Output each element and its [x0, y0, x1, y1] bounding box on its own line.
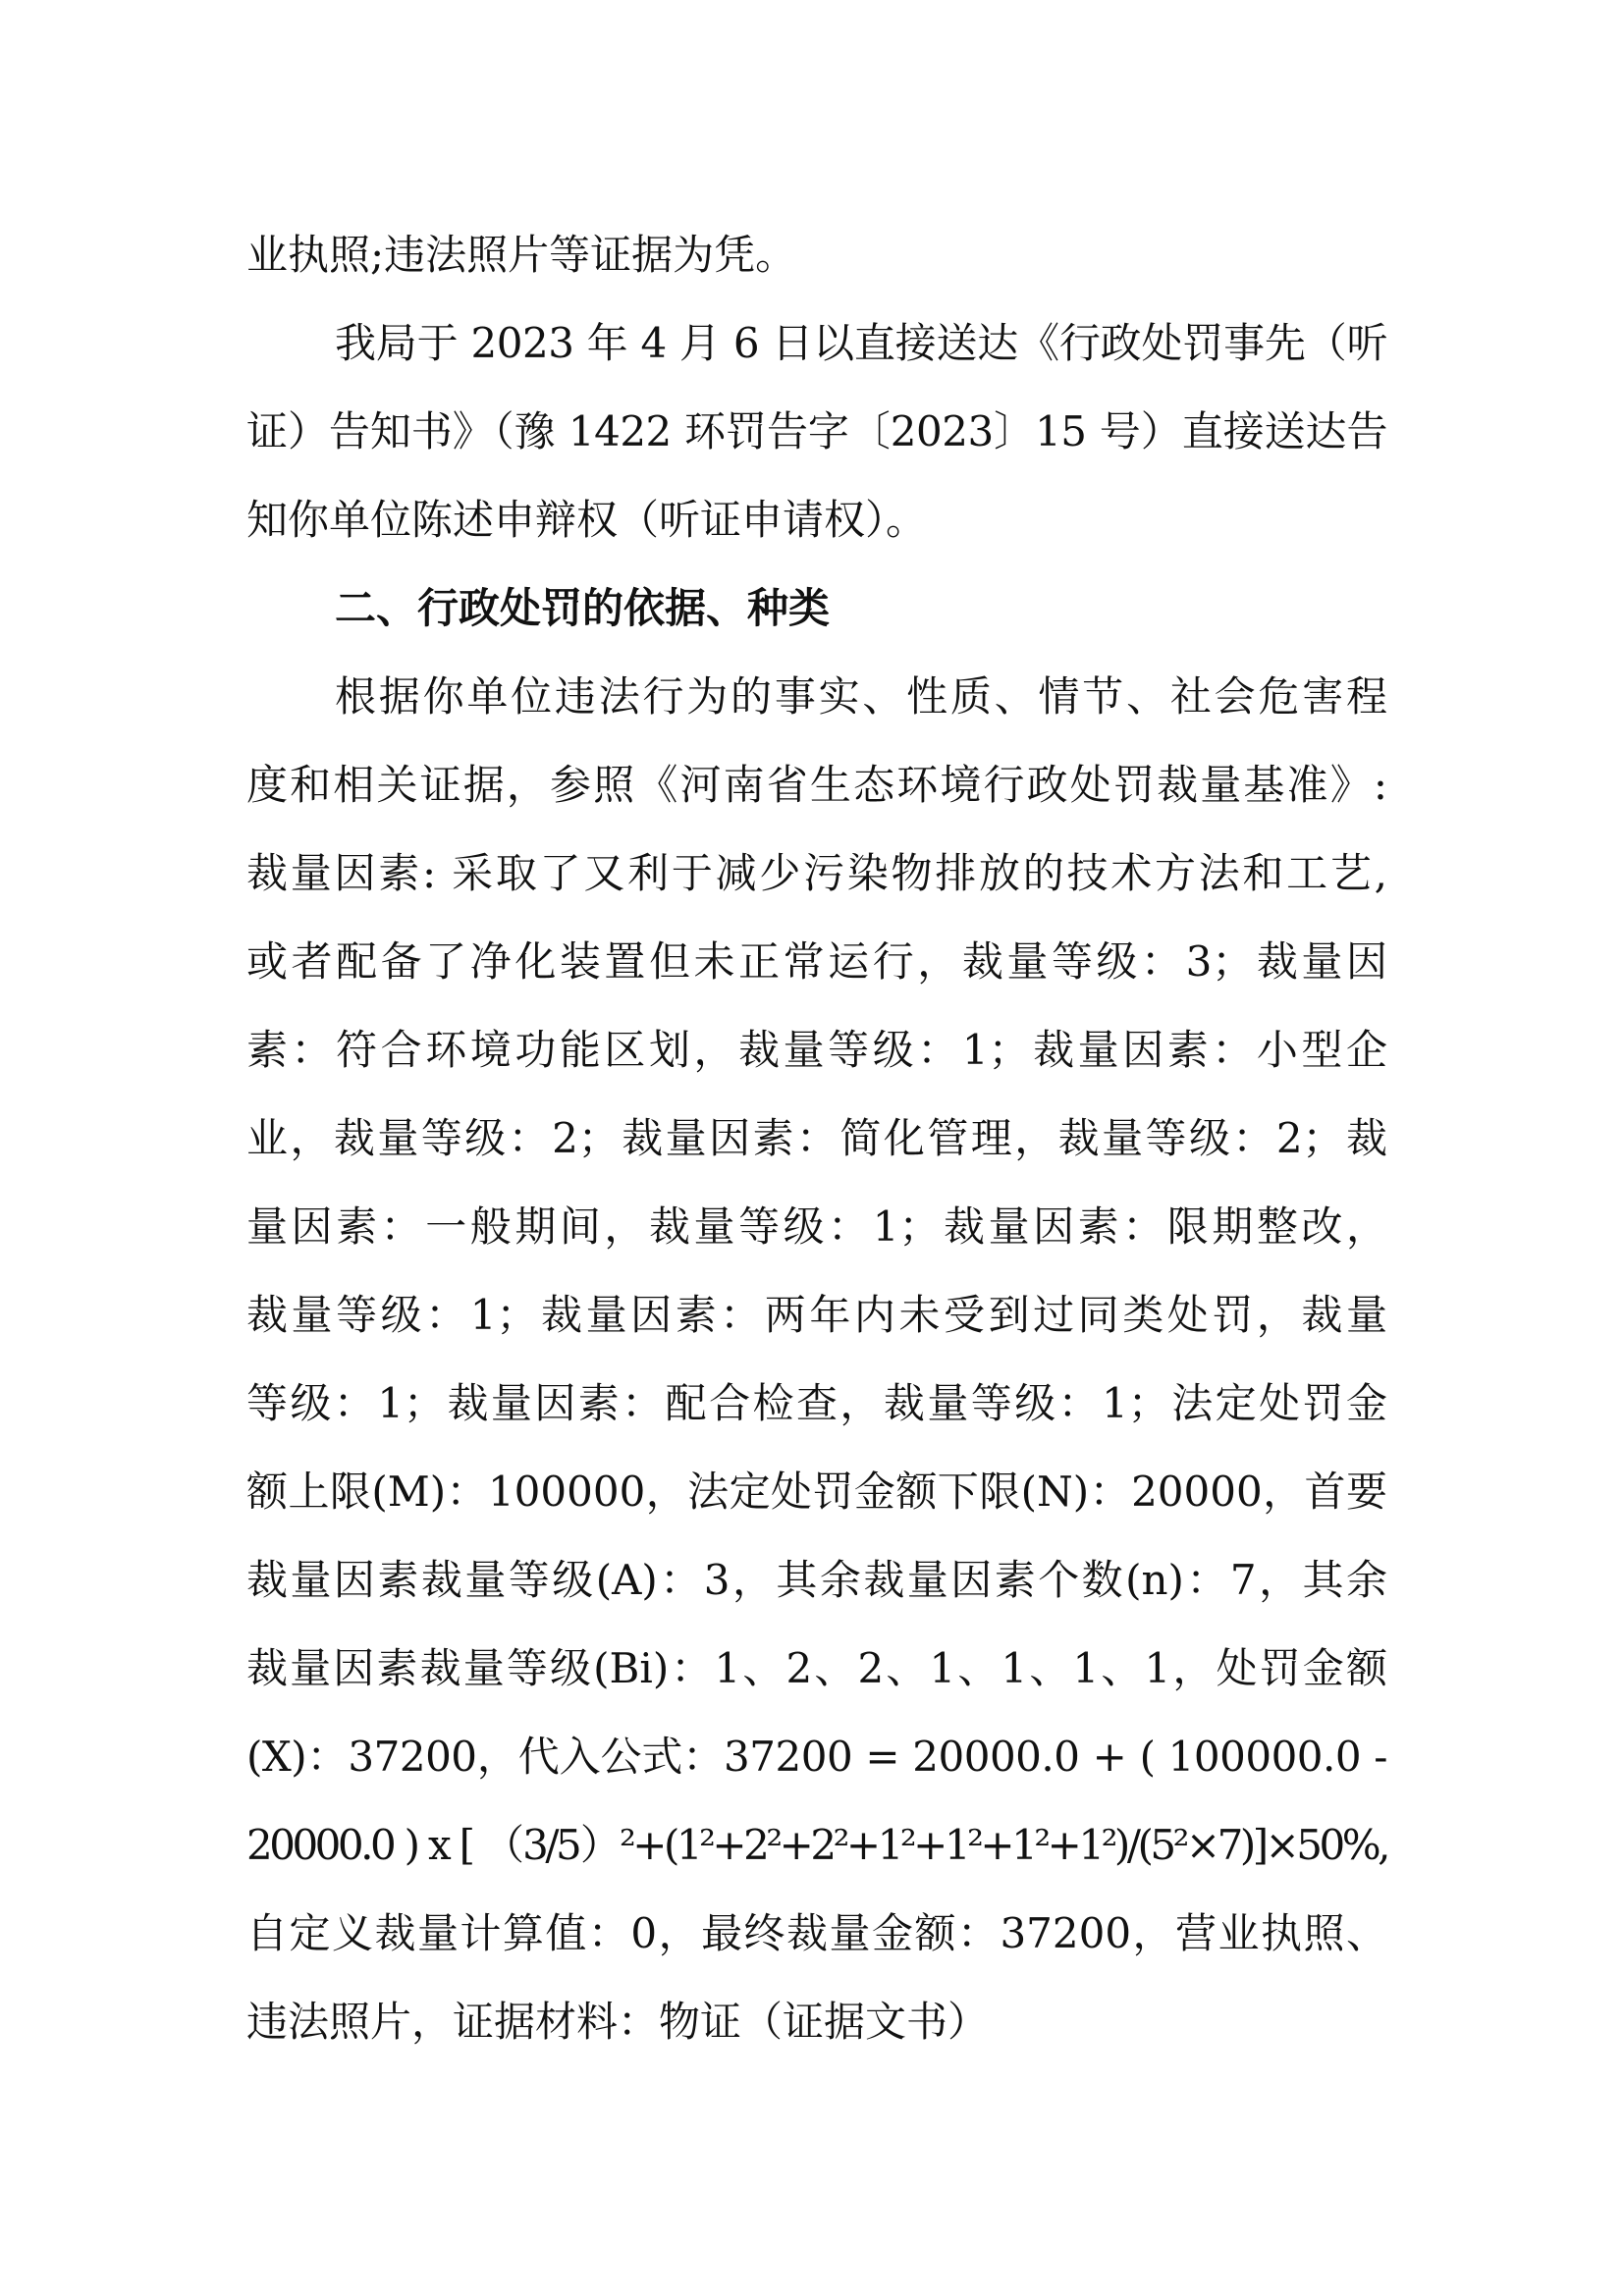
paragraph-line: 裁量因素裁量等级(A)：3，其余裁量因素个数(n)：7，其余 — [246, 1556, 1387, 1604]
paragraph-line: 或者配备了净化装置但未正常运行，裁量等级：3；裁量因 — [246, 937, 1387, 986]
paragraph-line: 业执照;违法照片等证据为凭。 — [246, 231, 797, 279]
paragraph-line: 裁量因素: 采取了又利于减少污染物排放的技术方法和工艺, — [246, 849, 1387, 897]
paragraph-line: 等级：1；裁量因素：配合检查，裁量等级：1；法定处罚金 — [246, 1379, 1387, 1427]
paragraph-line: 裁量因素裁量等级(Bi)：1、2、2、1、1、1、1，处罚金额 — [246, 1644, 1387, 1692]
paragraph-line: 素：符合环境功能区划，裁量等级：1；裁量因素：小型企 — [246, 1026, 1387, 1074]
paragraph-line: 额上限(M)：100000，法定处罚金额下限(N)：20000，首要 — [246, 1468, 1387, 1516]
paragraph-line: 业，裁量等级：2；裁量因素：简化管理，裁量等级：2；裁 — [246, 1114, 1387, 1162]
paragraph-line: 知你单位陈述申辩权（听证申请权）。 — [246, 496, 928, 544]
paragraph-line: 根据你单位违法行为的事实、性质、情节、社会危害程 — [335, 672, 1387, 721]
paragraph-line: 度和相关证据，参照《河南省生态环境行政处罚裁量基准》: — [246, 761, 1387, 809]
paragraph-line: 20000.0 ) x [ （3/5）²+(1²+2²+2²+1²+1²+1²+1²)/(5²×7)]×50%, — [246, 1821, 1387, 1869]
paragraph-line: 自定义裁量计算值：0，最终裁量金额：37200，营业执照、 — [246, 1909, 1387, 1957]
paragraph-line: (X)：37200，代入公式：37200 = 20000.0 + ( 100000.0 - — [246, 1733, 1387, 1781]
paragraph-line: 违法照片，证据材料：物证（证据文书） — [246, 1998, 990, 2046]
paragraph-line: 我局于 2023 年 4 月 6 日以直接送达《行政处罚事先（听 — [335, 319, 1387, 367]
section-heading: 二、行政处罚的依据、种类 — [335, 584, 831, 632]
paragraph-line: 证）告知书》（豫 1422 环罚告字〔2023〕15 号）直接送达告 — [246, 407, 1387, 455]
paragraph-line: 裁量等级：1；裁量因素：两年内未受到过同类处罚，裁量 — [246, 1291, 1387, 1339]
paragraph-line: 量因素：一般期间，裁量等级：1；裁量因素：限期整改， — [246, 1202, 1387, 1251]
